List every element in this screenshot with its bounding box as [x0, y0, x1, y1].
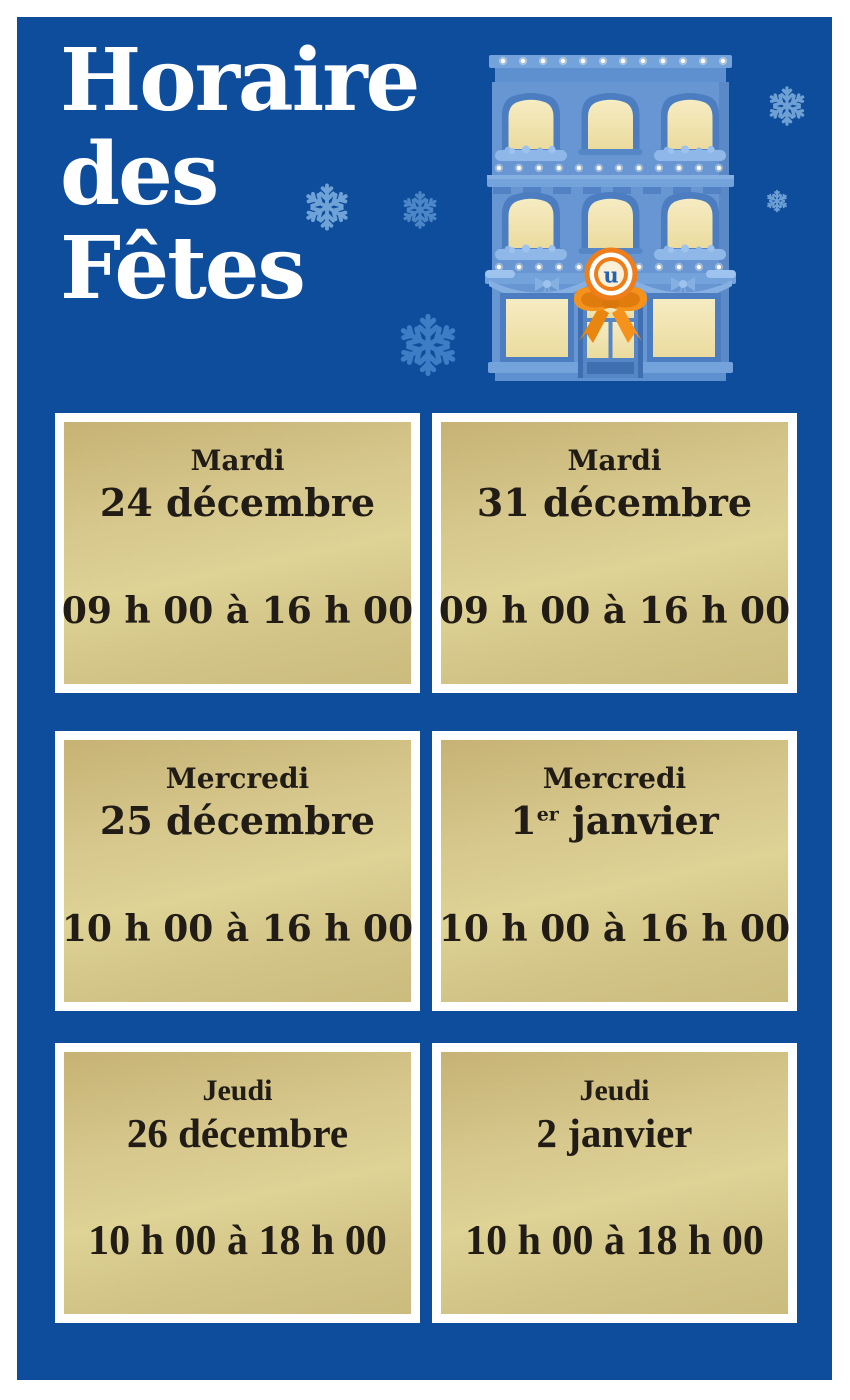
- card-day-label: Mercredi: [542, 762, 687, 795]
- card-date-label: [477, 479, 752, 527]
- schedule-card-inner: [64, 1052, 411, 1314]
- card-date-label: [127, 1109, 348, 1157]
- schedule-card-inner: [438, 422, 791, 684]
- card-day-label: Jeudi: [579, 1074, 650, 1107]
- schedule-card-dec-31: [432, 413, 797, 693]
- schedule-card-dec-25: [55, 731, 420, 1011]
- schedule-card-jan-1: [432, 731, 797, 1011]
- blue-poster-panel: [17, 17, 832, 1380]
- schedule-card-dec-26: [55, 1043, 420, 1323]
- card-date-label: [537, 1109, 693, 1157]
- upper-floor-windows: [495, 93, 726, 161]
- schedule-card-inner: [61, 422, 414, 684]
- snowflake-icon: [400, 190, 440, 230]
- snowflake-icon: [766, 85, 808, 127]
- schedule-card-inner: [61, 740, 414, 1002]
- date-superscript: er: [536, 803, 559, 826]
- date-text: 26 décembre: [126, 1110, 349, 1156]
- card-hours-label: 10 h 00 à 16 h 00: [438, 908, 791, 950]
- logo-letter: u: [603, 262, 619, 288]
- card-day-label: Jeudi: [202, 1074, 273, 1107]
- card-hours-label: 10 h 00 à 18 h 00: [465, 1218, 764, 1264]
- card-day-label: Mercredi: [165, 762, 310, 795]
- building-roof: [489, 55, 732, 82]
- card-day-label: Mardi: [190, 444, 285, 477]
- card-hours-label: 09 h 00 à 16 h 00: [438, 590, 791, 632]
- card-day-label: Mardi: [567, 444, 662, 477]
- date-text: janvier: [558, 798, 719, 843]
- date-text: 2 janvier: [536, 1110, 693, 1156]
- title-line-1: Horaire: [60, 30, 419, 131]
- title-line-3: Fêtes: [60, 218, 304, 319]
- card-hours-label: 10 h 00 à 18 h 00: [88, 1218, 387, 1264]
- schedule-card-dec-24: [55, 413, 420, 693]
- card-date-label: [510, 797, 719, 845]
- schedule-card-inner: [441, 1052, 788, 1314]
- date-text: 31 décembre: [476, 480, 753, 525]
- date-text: 1: [510, 798, 537, 843]
- card-hours-label: 10 h 00 à 16 h 00: [61, 908, 414, 950]
- snowflake-icon: [765, 189, 789, 213]
- card-hours-label: 09 h 00 à 16 h 00: [61, 590, 414, 632]
- poster-title: [60, 30, 419, 319]
- snowflake-icon: [395, 312, 461, 378]
- u-logo-badge: [585, 248, 638, 301]
- card-date-label: [100, 797, 375, 845]
- title-line-2: des: [60, 124, 218, 225]
- schedule-card-jan-2: [432, 1043, 797, 1323]
- date-text: 25 décembre: [99, 798, 376, 843]
- holiday-storefront-illustration: [483, 55, 738, 385]
- snowflake-icon: [302, 182, 352, 232]
- date-text: 24 décembre: [99, 480, 376, 525]
- card-date-label: [100, 479, 375, 527]
- schedule-card-inner: [438, 740, 791, 1002]
